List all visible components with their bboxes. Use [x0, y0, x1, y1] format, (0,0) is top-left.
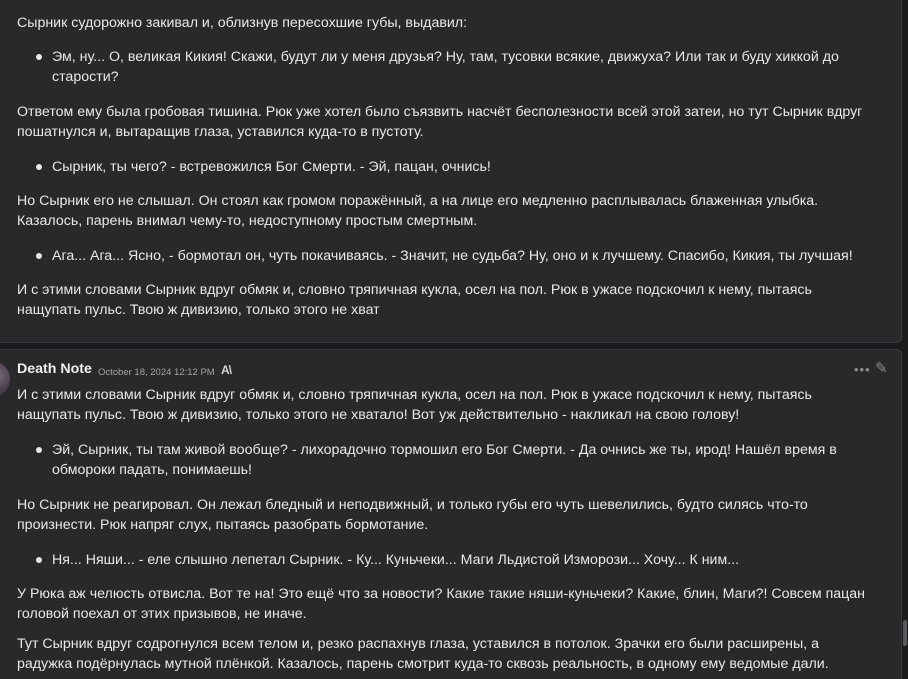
message-text: головой поехал от этих призывов, не иначе. — [17, 606, 307, 622]
message-text: нащупать пульс. Твою ж дивизию, только этого не хватало! Вот уж действительно - накликал на свою голову! — [17, 407, 740, 423]
message-text: Казалось, парень внимал чему-то, недоступному простым смертным. — [17, 213, 478, 229]
message-text: И с этими словами Сырник вдруг обмяк и, словно тряпичная кукла, осел на пол. Рюк в ужасе подскочил к нему, пытаясь — [17, 282, 812, 298]
bullet-marker — [36, 557, 42, 563]
message-current — [0, 349, 902, 679]
message-text: Но Сырник его не слышал. Он стоял как громом поражённый, а на лице его медленно расплывалась блаженная улыбка. — [17, 193, 819, 209]
message-text: Эй, Сырник, ты там живой вообще? - лихорадочно тормошил его Бог Смерти. - Да очнись же ты, ирод! Нашёл время в — [52, 442, 837, 458]
message-timestamp: October 18, 2024 12:12 PM — [98, 367, 215, 378]
scrollbar-track[interactable] — [902, 0, 908, 679]
message-text: Ответом ему была гробовая тишина. Рюк уже хотел было съязвить насчёт бесполезности всей этой затеи, но тут Сырник вдруг — [17, 104, 863, 120]
message-author[interactable]: Death Note — [17, 361, 92, 377]
message-text: Ня... Няши... - еле слышно лепетал Сырник. - Ку... Куньчеки... Маги Льдистой Изморози... Хочу... К ним... — [52, 552, 740, 568]
bullet-marker — [36, 253, 42, 259]
bullet-marker — [36, 447, 42, 453]
message-text: обмороки падать, понимаешь! — [52, 462, 252, 478]
bullet-marker — [36, 54, 42, 60]
message-text: пошатнулся и, вытаращив глаза, уставился куда-то в пустоту. — [17, 124, 424, 140]
translate-icon[interactable]: A\ — [221, 363, 231, 377]
more-options-icon[interactable]: ••• — [854, 362, 871, 377]
message-text: старости? — [52, 69, 119, 85]
message-text: Эм, ну... О, великая Кикия! Скажи, будут ли у меня друзья? Ну, там, тусовки всякие, движуха? Или так и буду хиккой до — [52, 49, 839, 65]
message-text: радужка подёрнулась мутной плёнкой. Казалось, парень смотрит куда-то сквозь реальность, в одному ему ведомые дали. — [17, 656, 829, 672]
bullet-marker — [36, 164, 42, 170]
scrollbar-thumb[interactable] — [903, 620, 907, 646]
message-text: Но Сырник не реагировал. Он лежал бледный и неподвижный, и только губы его чуть шевелились, будто силясь что-то — [17, 497, 808, 513]
message-text: Тут Сырник вдруг содрогнулся всем телом и, резко распахнув глаза, уставился в потолок. Зрачки его были расширены, а — [17, 636, 819, 652]
message-text: произнести. Рюк напряг слух, пытаясь разобрать бормотание. — [17, 517, 429, 533]
avatar[interactable] — [0, 361, 10, 397]
message-text: нащупать пульс. Твою ж дивизию, только этого не хват — [17, 302, 380, 318]
message-text: Сырник судорожно закивал и, облизнув пересохшие губы, выдавил: — [17, 15, 468, 31]
message-text: У Рюка аж челюсть отвисла. Вот те на! Это ещё что за новости? Какие такие няши-куньчеки? Какие, блин, Маги?! Совсем пацан — [17, 586, 866, 602]
message-text: Сырник, ты чего? - встревожился Бог Смерти. - Эй, пацан, очнись! — [52, 159, 491, 175]
edit-icon[interactable]: ✎ — [875, 360, 888, 377]
message-text: И с этими словами Сырник вдруг обмяк и, словно тряпичная кукла, осел на пол. Рюк в ужасе подскочил к нему, пытаясь — [17, 387, 812, 403]
message-text: Ага... Ага... Ясно, - бормотал он, чуть покачиваясь. - Значит, не судьба? Ну, оно и к лучшему. Спасибо, Кикия, ты лучшая! — [52, 248, 853, 264]
